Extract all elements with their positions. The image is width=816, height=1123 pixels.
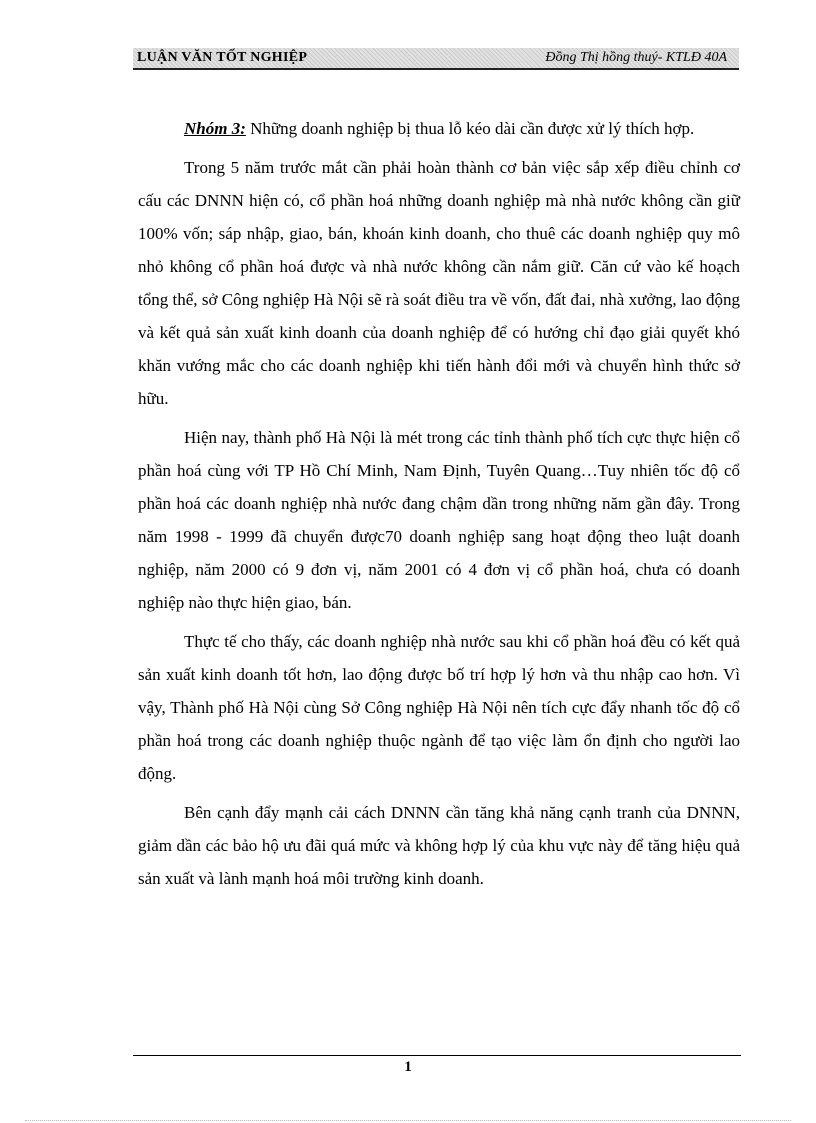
group-3-paragraph xyxy=(138,112,740,145)
document-body xyxy=(138,112,740,901)
header-title: LUẬN VĂN TỐT NGHIỆP xyxy=(137,50,308,65)
header-author: Đồng Thị hồng thuý- KTLĐ 40A xyxy=(545,50,727,65)
page-number: 1 xyxy=(404,1059,412,1075)
body-paragraph: Bên cạnh đẩy mạnh cải cách DNNN cần tăng khả năng cạnh tranh của DNNN, giảm dần các bảo hộ ưu đãi quá mức và không hợp lý của khu vực này để tăng hiệu quả sản xuất và lành mạnh hoá môi trường kinh doanh. xyxy=(138,803,740,888)
group-label: Nhóm 3: xyxy=(184,119,246,138)
body-paragraph: Trong 5 năm trước mắt cần phải hoàn thành cơ bản việc sắp xếp điều chỉnh cơ cấu các DNNN hiện có, cổ phần hoá những doanh nghiệp mà nhà nước không cần giữ 100% vốn; sáp nhập, giao, bán, khoán kinh doanh, cho thuê các doanh nghiệp quy mô nhỏ không cổ phần hoá được và nhà nước không cần nắm giữ. Căn cứ vào kế hoạch tổng thể, sở Công nghiệp Hà Nội sẽ rà soát điều tra về vốn, đất đai, nhà xưởng, lao động và kết quả sản xuất kinh doanh của doanh nghiệp để có hướng chỉ đạo giải quyết khó khăn vướng mắc cho các doanh nghiệp khi tiến hành đổi mới và chuyển hình thức sở hữu. xyxy=(138,158,740,408)
page-edge-divider xyxy=(25,1120,791,1121)
footer-divider xyxy=(133,1055,741,1056)
page-header xyxy=(133,48,739,70)
body-paragraph: Hiện nay, thành phố Hà Nội là mét trong các tỉnh thành phố tích cực thực hiện cổ phần hoá cùng với TP Hồ Chí Minh, Nam Định, Tuyên Quang…Tuy nhiên tốc độ cổ phần hoá các doanh nghiệp nhà nước đang chậm dần trong những năm gần đây. Trong năm 1998 - 1999 đã chuyển được70 doanh nghiệp sang hoạt động theo luật doanh nghiệp, năm 2000 có 9 đơn vị, năm 2001 có 4 đơn vị cổ phần hoá, chưa có doanh nghiệp nào thực hiện giao, bán. xyxy=(138,428,740,612)
group-text: Những doanh nghiệp bị thua lỗ kéo dài cần được xử lý thích hợp. xyxy=(245,119,695,138)
body-paragraph: Thực tế cho thấy, các doanh nghiệp nhà nước sau khi cổ phần hoá đều có kết quả sản xuất kinh doanh tốt hơn, lao động được bố trí hợp lý hơn và thu nhập cao hơn. Vì vậy, Thành phố Hà Nội cùng Sở Công nghiệp Hà Nội nên tích cực đẩy nhanh tốc độ cổ phần hoá trong các doanh nghiệp thuộc ngành để tạo việc làm ổn định cho người lao động. xyxy=(138,632,740,783)
